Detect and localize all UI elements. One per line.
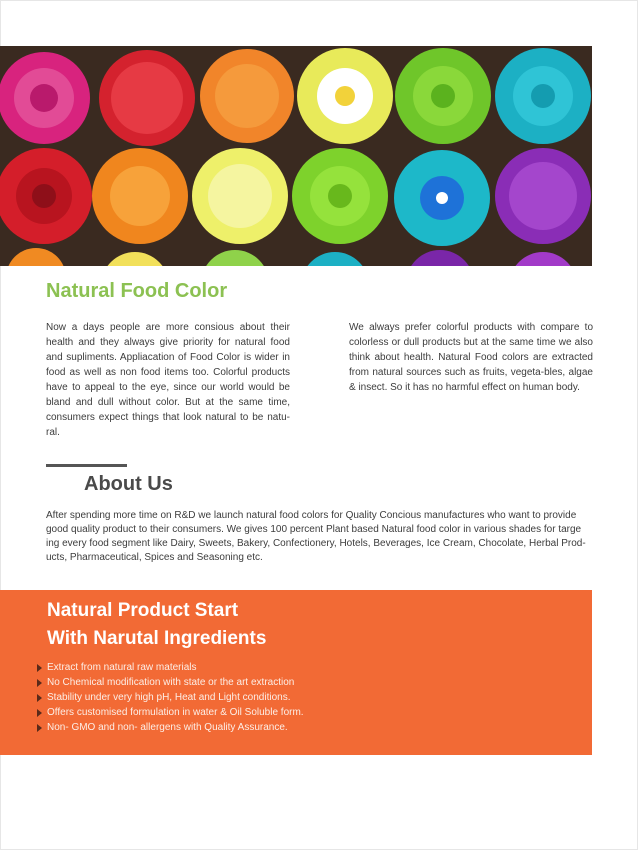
ingredients-title bbox=[47, 597, 266, 653]
list-item: Offers customised formulation in water & Oil Soluble form. bbox=[37, 705, 304, 720]
cupcake-red-rose bbox=[0, 148, 92, 244]
about-title: About Us bbox=[84, 473, 173, 495]
triangle-bullet-icon bbox=[37, 679, 42, 687]
triangle-bullet-icon bbox=[37, 664, 42, 672]
cupcake-lime-rose bbox=[292, 148, 388, 244]
list-item: No Chemical modification with state or the art extraction bbox=[37, 675, 304, 690]
cupcake-yellow-flower bbox=[297, 48, 393, 144]
intro-paragraph-right: We always prefer colorful products with compare to colorless or dull products but at the same time we also think about health. Natural Food colors are extracted from natural sources such as fruits, vegeta-bles, algae & insect. So it has no harmful effect on human body. bbox=[349, 322, 593, 393]
triangle-bullet-icon bbox=[37, 694, 42, 702]
intro-paragraph-left: Now a days people are more consious about their health and they always give priority for natural food and supliments. Appliacation of Food Color is wider in food as well as non food items too. Colorful products have to appeal to the eye, since our world would be bland and dull without color. But at the same time, consumers expect things that look natural to be natu-ral. bbox=[46, 322, 290, 438]
cupcake-orange-swirl bbox=[92, 148, 188, 244]
ingredients-panel bbox=[0, 590, 592, 755]
cupcake-orange-sprinkles bbox=[200, 49, 294, 143]
ingredients-list bbox=[37, 660, 304, 735]
about-divider bbox=[46, 464, 127, 467]
cupcake-purple bbox=[495, 148, 591, 244]
list-item: Extract from natural raw materials bbox=[37, 660, 304, 675]
cupcakes-photo bbox=[0, 46, 592, 266]
cupcake-yellow-buttons bbox=[192, 148, 288, 244]
list-item: Stability under very high pH, Heat and Light conditions. bbox=[37, 690, 304, 705]
about-paragraph: After spending more time on R&D we launch natural food colors for Quality Concious manufactures who want to provide good quality product to their consumers. We gives 100 percent Plant based Natural food color in various shades for targe ing every food segment like Dairy, Sweets, Bakery, Confectionery, Hotels, Beverages, Ice Cream, Chocolate, Herbal Prod-ucts, Pharmaceutical, Spices and Seasoning etc. bbox=[46, 510, 586, 563]
ingredients-title-line2: With Narutal Ingredients bbox=[47, 628, 267, 649]
cupcake-pink bbox=[0, 52, 90, 144]
triangle-bullet-icon bbox=[37, 709, 42, 717]
hero-image bbox=[0, 46, 592, 266]
cupcake-green-swirl bbox=[395, 48, 491, 144]
ingredients-title-line1: Natural Product Start bbox=[47, 600, 239, 621]
cupcake-blue-flower bbox=[394, 150, 490, 246]
cupcake-red-hearts bbox=[99, 50, 195, 146]
section-title: Natural Food Color bbox=[46, 280, 228, 302]
triangle-bullet-icon bbox=[37, 724, 42, 732]
list-item: Non- GMO and non- allergens with Quality Assurance. bbox=[37, 720, 304, 735]
cupcake-teal-rose bbox=[495, 48, 591, 144]
